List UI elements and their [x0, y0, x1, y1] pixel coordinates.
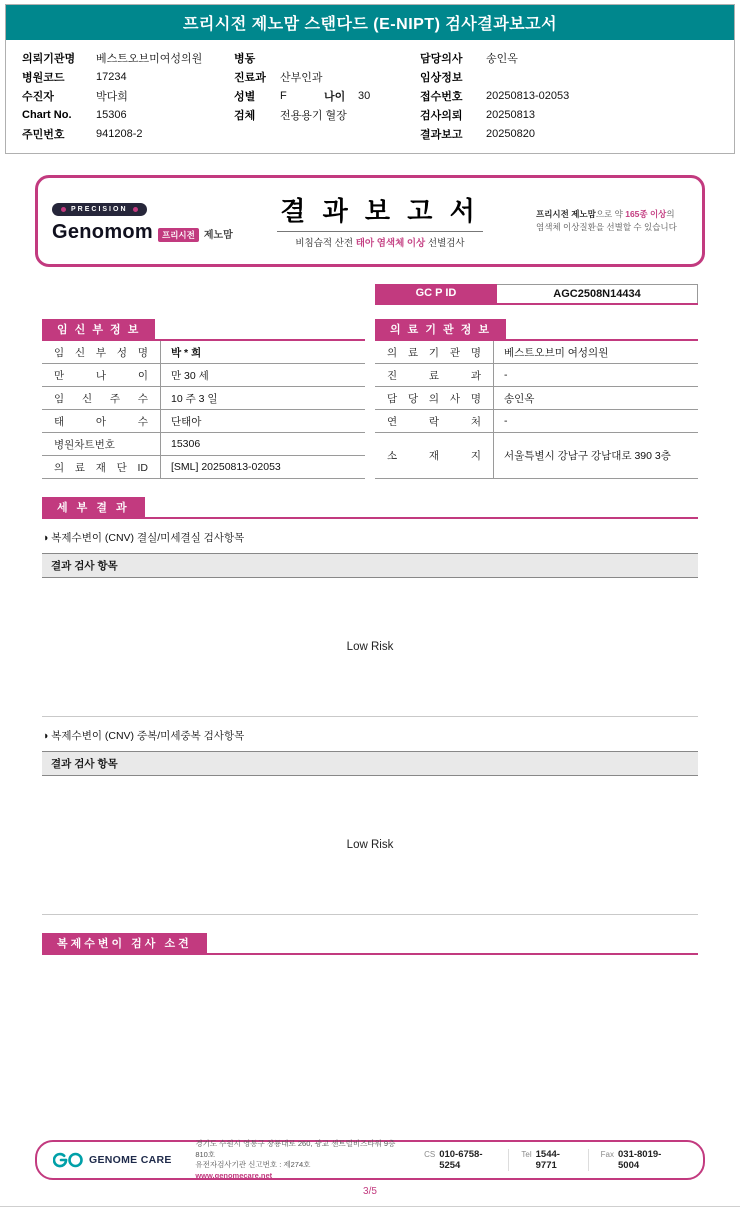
info-tables [42, 319, 698, 479]
patient-header-section [5, 4, 735, 154]
contact-label: CS [424, 1150, 436, 1159]
page-bottom-edge [0, 1206, 740, 1207]
address-line1: 경기도 수원시 영통구 창룡대로 260, 광교 센트럴비즈타워 9층 810호 [195, 1139, 396, 1159]
table-row [375, 387, 698, 410]
brand-kr-badge: 프리시전 [158, 228, 199, 242]
field-label: 주민번호 [22, 128, 65, 141]
subtitle-highlight: 태아 염색체 이상 [355, 238, 426, 249]
field-label: 나이 [324, 90, 346, 103]
row-value: 송인옥 [493, 387, 698, 409]
cnv-duplication-result-area [35, 776, 705, 914]
row-label: 임 신 주 수 [54, 392, 148, 405]
note-line2: 염색체 이상질환을 선별할 수 있습니다 [536, 222, 677, 232]
contact-fax [588, 1149, 687, 1171]
note-tail: 의 [666, 208, 675, 219]
field-value: 15306 [96, 108, 127, 121]
field-label: 병동 [234, 52, 256, 65]
contact-label: Fax [600, 1150, 614, 1159]
field-value: 산부인과 [280, 71, 323, 84]
row-label: 의 료 기 관 명 [387, 346, 481, 359]
genomom-logo [52, 199, 233, 244]
field-label: 수진자 [22, 90, 54, 103]
table-row [375, 410, 698, 433]
badge-dot-right-icon [133, 207, 138, 212]
field-patient-name [22, 86, 234, 105]
field-accession-no [420, 86, 726, 105]
field-gender-age [234, 86, 420, 105]
address-line2: 유전자검사기관 신고번호 : 제274호 [195, 1160, 311, 1169]
subtitle-suffix: 선별검사 [427, 238, 465, 249]
brand-kr-text: 제노맘 [203, 229, 233, 241]
gc-p-id-row [375, 284, 698, 305]
row-label: 연 락 처 [387, 415, 481, 428]
field-doctor [420, 48, 726, 67]
field-reported-date [420, 124, 726, 143]
field-label: 임상정보 [420, 71, 463, 84]
field-label: 검체 [234, 109, 256, 122]
field-hospital-code [22, 67, 234, 86]
details-section-header [42, 497, 698, 519]
brand-name: Genomom [52, 220, 153, 243]
field-label: 진료과 [234, 71, 266, 84]
note-brand: 프리시전 제노맘 [536, 208, 596, 219]
document-title-block [232, 191, 528, 251]
field-referring-clinic [22, 48, 234, 67]
divider [42, 716, 698, 717]
website-url: www.genomecare.net [195, 1170, 273, 1180]
table-row [42, 364, 365, 387]
report-document [35, 175, 705, 955]
patient-info-panel [6, 40, 734, 153]
mother-info-title: 임 신 부 정 보 [42, 319, 155, 339]
result-low-risk: Low Risk [346, 839, 394, 851]
field-chart-no [22, 105, 234, 124]
field-label: 검사의뢰 [420, 109, 463, 122]
badge-dot-left-icon [61, 207, 66, 212]
footer-contacts [412, 1149, 687, 1171]
genome-care-logo [53, 1151, 185, 1169]
clinic-info-title: 의 료 기 관 정 보 [375, 319, 506, 339]
divider [42, 914, 698, 915]
genome-care-logo-text: GENOME CARE [89, 1154, 172, 1166]
row-value: 베스트오브미 여성의원 [493, 341, 698, 363]
row-label: 태 아 수 [54, 415, 148, 428]
patient-info-col-left [22, 48, 234, 143]
result-low-risk: Low Risk [346, 641, 394, 653]
precision-badge-text: PRECISION [71, 205, 128, 213]
field-value: 20250813-02053 [486, 89, 570, 102]
document-title: 결 과 보 고 서 [280, 196, 480, 226]
contact-cs [412, 1149, 508, 1171]
table-row [375, 364, 698, 387]
field-department [234, 67, 420, 86]
mother-info-table [42, 319, 365, 479]
cnv-duplication-heading: ◑ 복제수변이 (CNV) 중복/미세중복 검사항목 [42, 730, 245, 742]
footer-box [35, 1140, 705, 1180]
row-value: 단태아 [160, 410, 365, 432]
table-row [42, 456, 365, 479]
precision-badge [52, 203, 147, 216]
table-row [375, 341, 698, 364]
brand-row [52, 220, 233, 244]
table-row [42, 387, 365, 410]
field-label: Chart No. [22, 108, 72, 121]
table-row [42, 341, 365, 364]
row-value: [SML] 20250813-02053 [160, 456, 365, 478]
row-label: 소 재 지 [387, 450, 481, 462]
result-table-header: 결과 검사 항목 [42, 553, 698, 578]
row-label: 담 당 의 사 명 [387, 392, 481, 405]
contact-value: 1544-9771 [535, 1149, 560, 1171]
details-section-title: 세 부 결 과 [42, 497, 145, 517]
field-label: 결과보고 [420, 128, 463, 141]
row-value: - [493, 364, 698, 386]
row-value: 만 30 세 [160, 364, 365, 386]
field-requested-date [420, 105, 726, 124]
gc-p-id-value: AGC2508N14434 [497, 284, 698, 303]
gc-p-id-label: GC P ID [375, 284, 497, 303]
field-value: 베스트오브미여성의원 [96, 52, 203, 65]
cnv-deletion-heading: ◑ 복제수변이 (CNV) 결실/미세결실 검사항목 [42, 532, 245, 544]
document-subtitle [277, 231, 482, 249]
clinic-info-table [375, 319, 698, 479]
row-label: 의 료 재 단 ID [54, 461, 148, 474]
field-value: 17234 [96, 70, 127, 83]
clinic-info-header [375, 319, 698, 341]
field-specimen [234, 105, 420, 124]
field-value: 박다희 [96, 90, 128, 103]
note-highlight: 165종 이상 [625, 208, 667, 219]
table-row [375, 433, 698, 479]
row-label: 임 신 부 성 명 [54, 346, 148, 359]
field-value: 30 [358, 89, 371, 102]
genome-care-logo-icon [53, 1151, 83, 1169]
page-number: 3/5 [363, 1186, 377, 1197]
row-label: 만 나 이 [54, 369, 148, 382]
field-label: 병원코드 [22, 71, 65, 84]
field-resident-no [22, 124, 234, 143]
row-value: 10 주 3 일 [160, 387, 365, 409]
cnv-deletion-result-area [35, 578, 705, 716]
report-title: 프리시전 제노맘 스탠다드 (E-NIPT) 검사결과보고서 [182, 16, 558, 33]
table-row [42, 410, 365, 433]
result-table-header: 결과 검사 항목 [42, 751, 698, 776]
row-value: - [493, 410, 698, 432]
field-ward [234, 48, 420, 67]
field-label: 성별 [234, 90, 256, 103]
header-note [536, 208, 688, 234]
field-label: 의뢰기관명 [22, 52, 76, 65]
row-value: 15306 [160, 433, 365, 455]
field-value: F [280, 89, 287, 102]
row-value: 서울특별시 강남구 강남대로 390 3층 [493, 433, 698, 478]
field-value: 20250813 [486, 108, 535, 121]
contact-label: Tel [521, 1150, 532, 1159]
findings-section-title: 복제수변이 검사 소견 [42, 933, 207, 953]
field-value: 송인옥 [486, 52, 518, 65]
findings-section-header [42, 933, 698, 955]
contact-tel [508, 1149, 587, 1171]
report-title-bar [6, 5, 734, 40]
contact-value: 010-6758-5254 [439, 1149, 483, 1171]
footer-address [195, 1139, 402, 1181]
field-label: 담당의사 [420, 52, 463, 65]
contact-value: 031-8019-5004 [618, 1149, 662, 1171]
patient-info-col-middle [234, 48, 420, 143]
field-clinical-info [420, 67, 726, 86]
note-mid: 으로 약 [595, 208, 623, 219]
patient-info-col-right [420, 48, 726, 143]
mother-info-header [42, 319, 365, 341]
row-value: 박 * 희 [160, 341, 365, 363]
field-value: 941208-2 [96, 127, 143, 140]
row-label: 병원차트번호 [54, 438, 115, 451]
subtitle-prefix: 비침습적 산전 [295, 238, 354, 249]
field-value: 전용용기 혈장 [280, 109, 347, 122]
table-row [42, 433, 365, 456]
row-label: 진 료 과 [387, 369, 481, 382]
field-label: 접수번호 [420, 90, 463, 103]
field-value: 20250820 [486, 127, 535, 140]
document-header-box [35, 175, 705, 267]
